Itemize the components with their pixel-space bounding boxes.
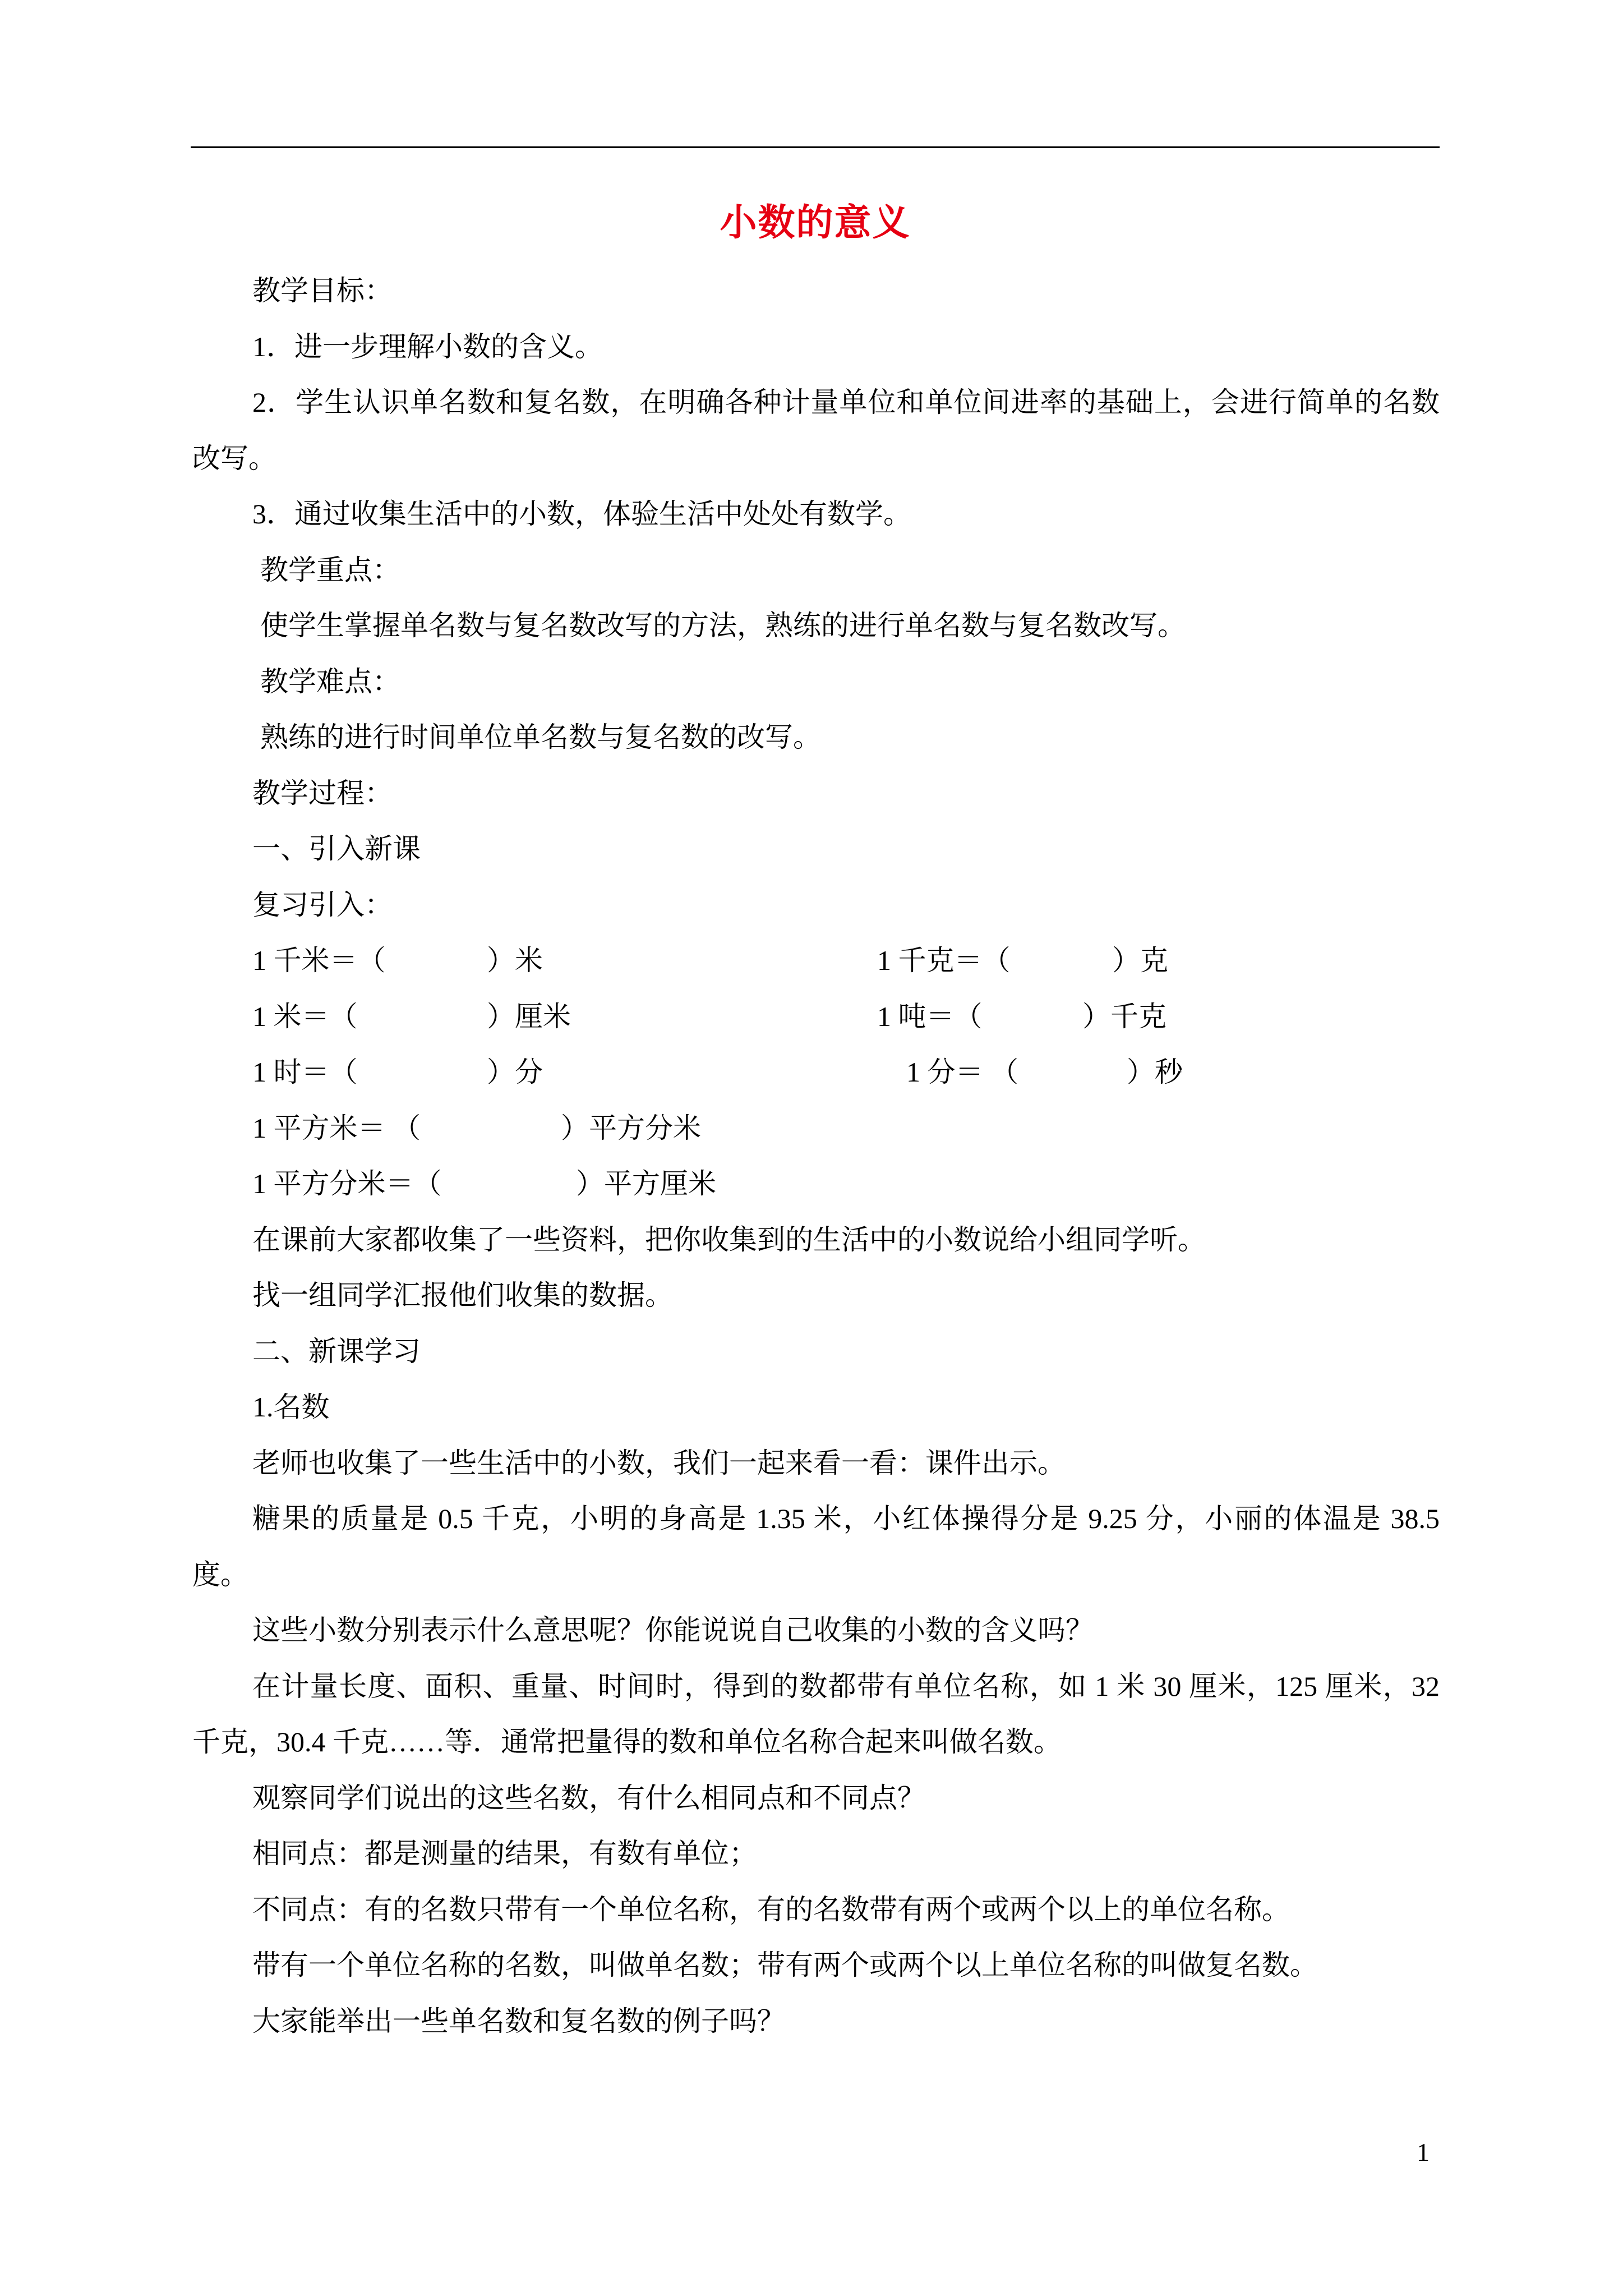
exercise-left-suffix: ）米 (487, 945, 543, 976)
paragraph: 在课前大家都收集了一些资料，把你收集到的生活中的小数说给小组同学听。 (252, 1223, 1206, 1255)
paragraph: 相同点：都是测量的结果，有数有单位； (252, 1838, 757, 1869)
exercise-left-suffix: ）平方厘米 (576, 1168, 716, 1199)
section-heading: 一、引入新课 (252, 833, 421, 864)
paragraph-continued: 千克，30.4 千克……等．通常把量得的数和单位名称合起来叫做名数。 (192, 1726, 1062, 1757)
paragraph: 找一组同学汇报他们收集的数据。 (252, 1280, 673, 1311)
exercise-left-suffix: ）平方分米 (561, 1112, 701, 1144)
exercise-row (192, 933, 1440, 989)
paragraph: 在计量长度、面积、重量、时间时，得到的数都带有单位名称，如 1 米 30 厘米，125 厘米，32 (252, 1670, 1440, 1702)
paragraph: 观察同学们说出的这些名数，有什么相同点和不同点？ (252, 1782, 925, 1814)
exercise-left-prefix: 1 时＝（ (252, 1056, 358, 1088)
paragraph: 糖果的质量是 0.5 千克，小明的身高是 1.35 米，小红体操得分是 9.25 分，小丽的体温是 38.5 (252, 1503, 1440, 1534)
objective-item: 1．进一步理解小数的含义。 (252, 330, 603, 362)
document-body (192, 263, 1440, 2049)
paragraph: 老师也收集了一些生活中的小数，我们一起来看一看：课件出示。 (252, 1447, 1066, 1479)
exercise-right-prefix: 1 千克＝（ (877, 945, 1011, 976)
paragraph: 这些小数分别表示什么意思呢？你能说说自己收集的小数的含义吗？ (252, 1614, 1094, 1646)
objective-item-continued: 改写。 (192, 442, 276, 474)
difficulty-text: 熟练的进行时间单位单名数与复名数的改写。 (260, 721, 821, 753)
exercise-right-suffix: ）千克 (1082, 1000, 1166, 1032)
exercise-left-prefix: 1 米＝（ (252, 1000, 358, 1032)
exercise-row (192, 1101, 1440, 1157)
section-heading: 二、新课学习 (252, 1335, 421, 1367)
exercise-row (192, 1045, 1440, 1101)
page-number: 1 (1417, 2138, 1430, 2166)
process-heading: 教学过程： (252, 777, 393, 809)
subsection-heading: 1.名数 (252, 1391, 330, 1423)
exercise-right-prefix: 1 分＝ （ (906, 1056, 1018, 1088)
objectives-heading: 教学目标： (252, 275, 393, 306)
document-title: 小数的意义 (720, 203, 911, 243)
exercise-left-suffix: ）厘米 (487, 1000, 571, 1032)
exercise-left-prefix: 1 平方分米＝（ (252, 1168, 442, 1199)
paragraph: 大家能举出一些单名数和复名数的例子吗？ (252, 2005, 785, 2037)
exercise-right-suffix: ）秒 (1127, 1056, 1183, 1088)
paragraph: 不同点：有的名数只带有一个单位名称，有的名数带有两个或两个以上的单位名称。 (252, 1893, 1290, 1925)
paragraph: 带有一个单位名称的名数，叫做单名数；带有两个或两个以上单位名称的叫做复名数。 (252, 1949, 1318, 1981)
exercise-right-prefix: 1 吨＝（ (877, 1000, 983, 1032)
exercise-right-suffix: ）克 (1112, 945, 1168, 976)
exercise-left-suffix: ）分 (487, 1056, 543, 1088)
review-heading: 复习引入： (252, 889, 393, 921)
exercise-row (192, 1156, 1440, 1212)
difficulty-heading: 教学难点： (260, 665, 400, 697)
objective-item: 3．通过收集生活中的小数，体验生活中处处有数学。 (252, 498, 911, 530)
exercise-left-prefix: 1 平方米＝ （ (252, 1112, 421, 1144)
exercise-row (192, 989, 1440, 1045)
objective-item: 2．学生认识单名数和复名数，在明确各种计量单位和单位间进率的基础上，会进行简单的名数 (252, 386, 1440, 418)
paragraph-continued: 度。 (192, 1558, 248, 1590)
key-point-heading: 教学重点： (260, 554, 400, 586)
exercise-left-prefix: 1 千米＝（ (252, 945, 386, 976)
header-rule (191, 146, 1440, 148)
key-point-text: 使学生掌握单名数与复名数改写的方法，熟练的进行单名数与复名数改写。 (260, 610, 1186, 641)
